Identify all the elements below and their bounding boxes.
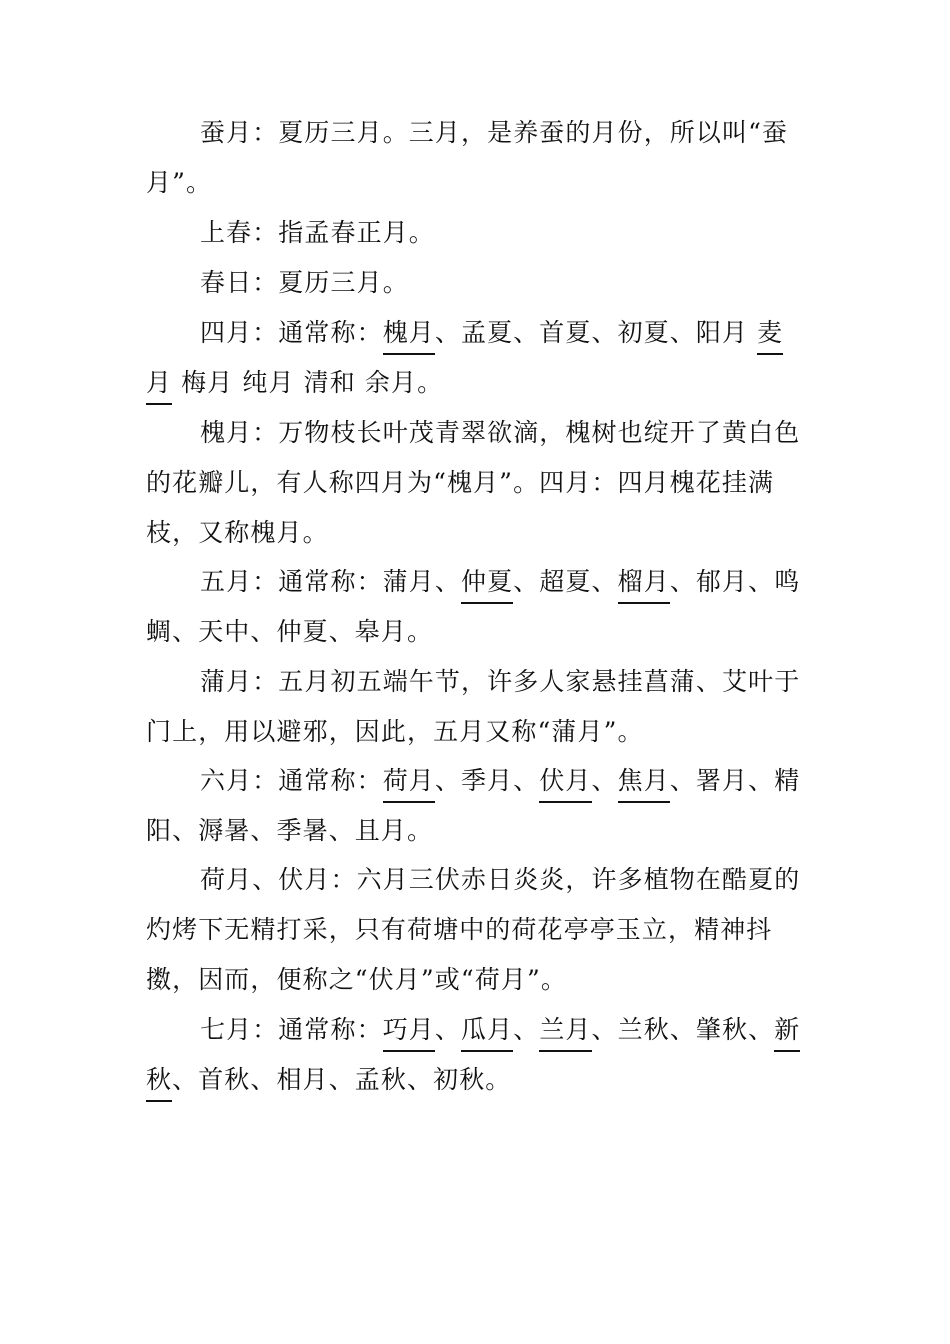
underlined-term: 瓜月	[461, 1015, 513, 1052]
paragraph-text: 、首秋、相月、孟秋、初秋。	[172, 1065, 512, 1094]
paragraph-lotus-month	[146, 855, 806, 1005]
paragraph-spring-day	[146, 258, 806, 308]
paragraph-text: 槐月：万物枝长叶茂青翠欲滴，槐树也绽开了黄白色的花瓣儿，有人称四月为“槐月”。四月：四月槐花挂满枝，又称槐月。	[146, 418, 801, 547]
paragraph-text: 上春：指孟春正月。	[200, 218, 435, 247]
paragraph-locust-month	[146, 408, 806, 558]
underlined-term: 榴月	[618, 567, 670, 604]
paragraph-fourth-month	[146, 308, 806, 408]
underlined-term: 麦月	[146, 318, 783, 405]
paragraph-fifth-month	[146, 557, 806, 657]
paragraph-text: 、	[513, 1015, 540, 1044]
paragraph-text: 七月：通常称：	[200, 1015, 383, 1044]
paragraph-text: 春日：夏历三月。	[200, 268, 409, 297]
paragraph-text: 、超夏、	[513, 567, 618, 596]
paragraph-text: 蒲月：五月初五端午节，许多人家悬挂菖蒲、艾叶于门上，用以避邪，因此，五月又称“蒲月”。	[146, 667, 801, 746]
paragraph-text: 、季月、	[434, 766, 540, 795]
paragraph-text: 梅月 纯月 清和 余月。	[172, 368, 444, 397]
underlined-term: 仲夏	[461, 567, 513, 604]
paragraph-silkworm-month	[146, 108, 806, 208]
underlined-term: 焦月	[618, 766, 670, 803]
paragraph-early-spring	[146, 208, 806, 258]
underlined-term: 兰月	[539, 1015, 591, 1052]
paragraph-text: 四月：通常称：	[200, 318, 383, 347]
paragraph-text: 、兰秋、肇秋、	[591, 1015, 775, 1044]
paragraph-text: 六月：通常称：	[200, 766, 383, 795]
paragraph-calamus-month	[146, 657, 806, 757]
paragraph-text: 五月：通常称：蒲月、	[200, 567, 462, 596]
paragraph-text: 、郁月、鸣蜩、天中、仲夏、皋月。	[146, 567, 801, 646]
underlined-term: 巧月	[383, 1015, 435, 1052]
underlined-term: 新秋	[146, 1015, 800, 1102]
paragraph-seventh-month	[146, 1005, 806, 1105]
paragraph-text: 、	[591, 766, 618, 795]
paragraph-text: 、	[434, 1015, 462, 1044]
paragraph-sixth-month	[146, 756, 806, 856]
underlined-term: 槐月	[383, 318, 435, 355]
paragraph-text: 、孟夏、首夏、初夏、阳月	[434, 318, 758, 347]
paragraph-text: 、署月、精阳、溽暑、季暑、且月。	[146, 766, 801, 845]
paragraph-text: 蚕月：夏历三月。三月，是养蚕的月份，所以叫“蚕月”。	[146, 118, 789, 197]
underlined-term: 荷月	[383, 766, 435, 803]
paragraph-text: 荷月、伏月：六月三伏赤日炎炎，许多植物在酷夏的灼烤下无精打采，只有荷塘中的荷花亭亭玉立，精神抖擞，因而，便称之“伏月”或“荷月”。	[146, 865, 801, 994]
underlined-term: 伏月	[539, 766, 591, 803]
